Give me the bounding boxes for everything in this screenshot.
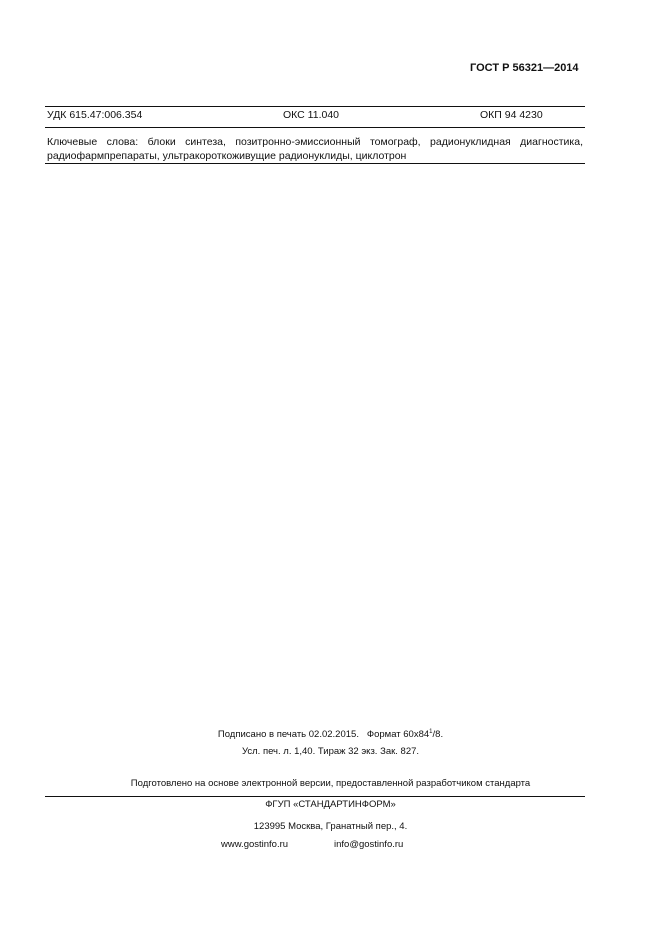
print-signed-line [0, 729, 661, 740]
okp-code: ОКП 94 4230 [480, 109, 543, 121]
keywords-label: Ключевые слова: [47, 136, 139, 148]
footer-divider [45, 796, 585, 797]
email-link[interactable]: info@gostinfo.ru [334, 839, 404, 850]
print-signed-date: Подписано в печать 02.02.2015. [217, 729, 359, 741]
standard-code: ГОСТ Р 56321—2014 [470, 62, 579, 74]
top-divider [45, 106, 585, 107]
keywords-text: блоки синтеза, позитронно-эмиссионный томограф, радионуклидная диагностика, радиофармпрепараты, ультракороткоживущие радионуклиды, циклотрон [47, 136, 583, 162]
print-volume: Усл. печ. л. 1,40. Тираж 32 экз. Зак. 827. [241, 746, 420, 757]
keywords-paragraph [47, 135, 583, 163]
publisher-address: 123995 Москва, Гранатный пер., 4. [253, 821, 408, 832]
classification-divider [45, 127, 585, 128]
website-link[interactable]: www.gostinfo.ru [221, 839, 289, 850]
prepared-note: Подготовлено на основе электронной версии, предоставленной разработчиком стандарта [130, 778, 531, 789]
oks-code: ОКС 11.040 [283, 109, 340, 121]
publisher-name: ФГУП «СТАНДАРТИНФОРМ» [265, 799, 396, 810]
keywords-divider [45, 163, 585, 164]
print-format: Формат $60x84^1/8$. [366, 729, 444, 741]
udk-code: УДК 615.47:006.354 [47, 109, 143, 121]
